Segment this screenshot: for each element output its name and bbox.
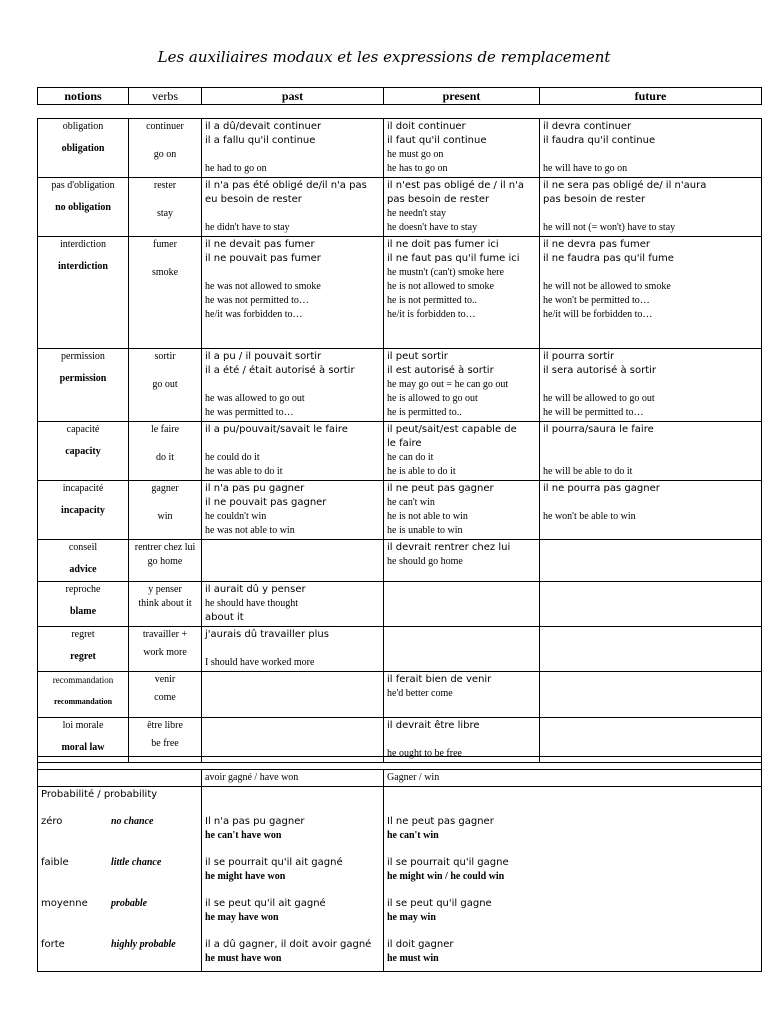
cell-line: il ne doit pas fumer ici: [387, 239, 499, 250]
probability-row: [38, 926, 762, 967]
notion-cell: [38, 349, 129, 422]
notion-en: moral law: [61, 742, 105, 753]
notion-fr: reproche: [65, 584, 101, 595]
cell-line: il doit continuer: [387, 121, 466, 132]
cell-line: [205, 207, 380, 221]
cell-line: il ne pouvait pas fumer: [205, 253, 321, 264]
prob-bottom: [202, 967, 384, 972]
cell-line: he must win: [387, 953, 439, 964]
probability-past-cell: [202, 803, 384, 844]
notion-fr: obligation: [62, 121, 104, 132]
cell-line: he can't win: [387, 830, 439, 841]
cell-line: about it: [205, 612, 244, 623]
cell-line: he has to go on: [387, 163, 448, 174]
cell-line: he/it will be forbidden to…: [543, 309, 653, 320]
cell-line: il faudra qu'il continue: [543, 135, 656, 146]
present-cell: [384, 237, 540, 349]
level-en: highly probable: [111, 939, 176, 950]
cell-line: il se peut qu'il ait gagné: [205, 898, 326, 909]
probability-row: [38, 844, 762, 885]
cell-line: he/it was forbidden to…: [205, 309, 303, 320]
cell-line: [205, 148, 380, 162]
past-cell: [202, 349, 384, 422]
cell-line: [205, 437, 380, 451]
cell-line: il peut sortir: [387, 351, 448, 362]
cell-line: il pourra/saura le faire: [543, 424, 654, 435]
future-cell: [540, 481, 762, 540]
cell-line: [543, 437, 758, 451]
notion-fr: capacité: [66, 424, 100, 435]
cell-line: il a été / était autorisé à sortir: [205, 365, 355, 376]
probability-past-cell: [202, 885, 384, 926]
future-cell: [540, 672, 762, 718]
verb-fr: rentrer chez lui: [134, 542, 196, 553]
cell-line: he mustn't (can't) smoke here: [387, 267, 504, 278]
notion-en: capacity: [65, 446, 101, 457]
cell-line: [543, 148, 758, 162]
notion-en: blame: [69, 606, 97, 617]
notion-en: regret: [70, 651, 96, 662]
cell-line: he may go out = he can go out: [387, 379, 509, 390]
cell-line: il se pourrait qu'il gagne: [387, 857, 509, 868]
table-row: [38, 582, 762, 627]
prob-empty: [384, 787, 762, 804]
cell-line: he is not able to win: [387, 511, 468, 522]
cell-line: [543, 496, 758, 510]
cell-line: he will be allowed to go out: [543, 393, 655, 404]
prob-header-present: Gagner / win: [384, 770, 762, 787]
cell-line: [205, 266, 380, 280]
cell-line: il ne pouvait pas gagner: [205, 497, 327, 508]
notion-cell: [38, 178, 129, 237]
prob-header-past: avoir gagné / have won: [202, 770, 384, 787]
probability-past-cell: [202, 844, 384, 885]
cell-line: he will have to go on: [543, 163, 628, 174]
present-cell: [384, 422, 540, 481]
cell-line: [205, 642, 380, 656]
table-row: [38, 237, 762, 349]
probability-level: [38, 885, 202, 926]
notion-cell: [38, 582, 129, 627]
verb-fr: travailler +: [142, 629, 188, 640]
verb-cell: [129, 627, 202, 672]
probability-level: [38, 803, 202, 844]
cell-line: il se peut qu'il gagne: [387, 898, 492, 909]
notion-fr: permission: [61, 351, 105, 362]
present-cell: [384, 481, 540, 540]
verb-en: smoke: [151, 267, 179, 278]
cell-line: il n'a pas pu gagner: [205, 483, 305, 494]
verb-en: think about it: [138, 598, 192, 609]
verb-fr: gagner: [151, 483, 179, 494]
notion-en: interdiction: [58, 261, 108, 272]
cell-line: il aurait dû y penser: [205, 584, 306, 595]
notion-en: obligation: [61, 143, 105, 154]
cell-line: [543, 207, 758, 221]
cell-line: il ne faut pas qu'il fume ici: [387, 253, 520, 264]
notion-fr: interdiction: [59, 239, 107, 250]
cell-line: he might have won: [205, 871, 286, 882]
cell-line: [543, 378, 758, 392]
cell-line: il ferait bien de venir: [387, 674, 492, 685]
level-fr: forte: [41, 939, 65, 950]
probability-present-cell: [384, 885, 762, 926]
cell-line: pas besoin de rester: [543, 194, 646, 205]
verb-en: come: [154, 692, 176, 703]
cell-line: il doit gagner: [387, 939, 454, 950]
notion-cell: [38, 237, 129, 349]
cell-line: il est autorisé à sortir: [387, 365, 494, 376]
probability-level: [38, 844, 202, 885]
cell-line: il devra continuer: [543, 121, 632, 132]
verb-en: go on: [153, 149, 177, 160]
table-row: [38, 627, 762, 672]
cell-line: [543, 266, 758, 280]
future-cell: [540, 627, 762, 672]
verb-fr: sortir: [154, 351, 176, 362]
cell-line: Il n'a pas pu gagner: [205, 816, 305, 827]
past-cell: [202, 627, 384, 672]
notion-cell: [38, 672, 129, 718]
cell-line: he is unable to win: [387, 525, 463, 536]
notion-cell: [38, 119, 129, 178]
cell-line: he was able to do it: [205, 466, 283, 477]
cell-line: he was not able to win: [205, 525, 295, 536]
cell-line: he could do it: [205, 452, 260, 463]
table-row: [38, 481, 762, 540]
notion-fr: conseil: [68, 542, 98, 553]
cell-line: he was permitted to…: [205, 407, 294, 418]
cell-line: il peut/sait/est capable de: [387, 424, 517, 435]
notion-cell: [38, 627, 129, 672]
level-en: no chance: [111, 816, 154, 827]
cell-line: he is not allowed to smoke: [387, 281, 494, 292]
table-row: [38, 119, 762, 178]
notion-fr: regret: [71, 629, 95, 640]
present-cell: [384, 672, 540, 718]
future-cell: [540, 582, 762, 627]
verb-cell: [129, 422, 202, 481]
cell-line: he can't win: [387, 497, 435, 508]
header-notions: notions: [38, 88, 129, 105]
prob-bottom: [384, 967, 762, 972]
header-past: past: [202, 88, 384, 105]
cell-line: he is allowed to go out: [387, 393, 478, 404]
prob-empty: [202, 787, 384, 804]
future-cell: [540, 178, 762, 237]
header-future: future: [540, 88, 762, 105]
cell-line: eu besoin de rester: [205, 194, 302, 205]
verb-fr: rester: [153, 180, 177, 191]
verb-cell: [129, 540, 202, 582]
cell-line: il a dû gagner, il doit avoir gagné: [205, 939, 372, 950]
level-fr: faible: [41, 857, 69, 868]
cell-line: il n'a pas été obligé de/il n'a pas: [205, 180, 367, 191]
present-cell: [384, 178, 540, 237]
table-row: [38, 178, 762, 237]
cell-line: he must have won: [205, 953, 282, 964]
cell-line: he might win / he could win: [387, 871, 505, 882]
notion-en: permission: [59, 373, 107, 384]
verb-fr: continuer: [146, 121, 184, 132]
past-cell: [202, 672, 384, 718]
notion-fr: recommandation: [52, 675, 114, 685]
header-table: [37, 87, 762, 105]
cell-line: he was not permitted to…: [205, 295, 309, 306]
cell-line: he should go home: [387, 556, 463, 567]
cell-line: he can't have won: [205, 830, 282, 841]
cell-line: il ne sera pas obligé de/ il n'aura: [543, 180, 707, 191]
cell-line: he ought to be free: [387, 748, 462, 759]
cell-line: [387, 733, 536, 747]
verb-cell: [129, 178, 202, 237]
table-row: [38, 672, 762, 718]
notion-fr: pas d'obligation: [51, 180, 115, 191]
cell-line: he won't be permitted to…: [543, 295, 650, 306]
cell-line: il a pu/pouvait/savait le faire: [205, 424, 348, 435]
probability-table: [37, 756, 762, 972]
notion-cell: [38, 540, 129, 582]
probability-row: [38, 885, 762, 926]
cell-line: he will be permitted to…: [543, 407, 644, 418]
cell-line: il devrait rentrer chez lui: [387, 542, 511, 553]
cell-line: il a pu / il pouvait sortir: [205, 351, 322, 362]
past-cell: [202, 178, 384, 237]
present-cell: [384, 540, 540, 582]
past-cell: [202, 540, 384, 582]
probability-present-cell: [384, 926, 762, 967]
notion-fr: loi morale: [62, 720, 104, 731]
level-fr: zéro: [41, 816, 63, 827]
cell-line: [205, 378, 380, 392]
future-cell: [540, 349, 762, 422]
cell-line: he/it is forbidden to…: [387, 309, 476, 320]
cell-line: he was not allowed to smoke: [205, 281, 321, 292]
cell-line: he must go on: [387, 149, 444, 160]
future-cell: [540, 540, 762, 582]
cell-line: he is permitted to..: [387, 407, 462, 418]
cell-line: il a dû/devait continuer: [205, 121, 322, 132]
present-cell: [384, 349, 540, 422]
probability-past-cell: [202, 926, 384, 967]
verb-fr: le faire: [150, 424, 180, 435]
cell-line: il devrait être libre: [387, 720, 480, 731]
verb-fr: fumer: [153, 239, 177, 250]
verb-cell: [129, 237, 202, 349]
cell-line: il ne devra pas fumer: [543, 239, 650, 250]
cell-line: he couldn't win: [205, 511, 267, 522]
future-cell: [540, 237, 762, 349]
cell-line: he is able to do it: [387, 466, 456, 477]
cell-line: il se pourrait qu'il ait gagné: [205, 857, 343, 868]
table-row: [38, 540, 762, 582]
verb-fr: y penser: [148, 584, 182, 595]
notion-en: no obligation: [55, 202, 111, 213]
notion-en: recommandation: [53, 697, 113, 706]
cell-line: he was allowed to go out: [205, 393, 305, 404]
verb-en: work more: [143, 647, 187, 658]
cell-line: il n'est pas obligé de / il n'a: [387, 180, 525, 191]
verb-en: do it: [155, 452, 175, 463]
cell-line: I should have worked more: [205, 657, 315, 668]
probability-present-cell: [384, 844, 762, 885]
future-cell: [540, 422, 762, 481]
present-cell: [384, 627, 540, 672]
cell-line: he may win: [387, 912, 436, 923]
past-cell: [202, 481, 384, 540]
cell-line: he can do it: [387, 452, 434, 463]
verb-cell: [129, 672, 202, 718]
cell-line: il faut qu'il continue: [387, 135, 487, 146]
probability-title: Probabilité / probability: [38, 787, 202, 804]
verb-fr: venir: [154, 674, 176, 685]
notion-fr: incapacité: [62, 483, 104, 494]
present-cell: [384, 119, 540, 178]
table-row: [38, 349, 762, 422]
spacer-row: [38, 757, 762, 770]
modals-table: [37, 118, 762, 763]
prob-bottom: [38, 967, 202, 972]
notion-en: incapacity: [61, 505, 105, 516]
cell-line: he will be able to do it: [543, 466, 633, 477]
cell-line: j'aurais dû travailler plus: [205, 629, 329, 640]
level-en: little chance: [111, 857, 162, 868]
present-cell: [384, 582, 540, 627]
cell-line: he'd better come: [387, 688, 453, 699]
probability-present-cell: [384, 803, 762, 844]
prob-header-empty: [38, 770, 202, 787]
future-cell: [540, 119, 762, 178]
cell-line: he won't be able to win: [543, 511, 636, 522]
verb-en: stay: [156, 208, 174, 219]
cell-line: he will not be allowed to smoke: [543, 281, 671, 292]
verb-en: win: [157, 511, 173, 522]
past-cell: [202, 422, 384, 481]
cell-line: il ne pourra pas gagner: [543, 483, 660, 494]
notion-cell: [38, 481, 129, 540]
cell-line: he didn't have to stay: [205, 222, 290, 233]
header-verbs: verbs: [129, 88, 202, 105]
verb-fr: être libre: [147, 720, 183, 731]
verb-en: go home: [147, 556, 183, 567]
table-row: [38, 422, 762, 481]
cell-line: he had to go on: [205, 163, 267, 174]
cell-line: il pourra sortir: [543, 351, 615, 362]
cell-line: he needn't stay: [387, 208, 447, 219]
cell-line: Il ne peut pas gagner: [387, 816, 494, 827]
cell-line: [543, 451, 758, 465]
verb-cell: [129, 119, 202, 178]
past-cell: [202, 582, 384, 627]
cell-line: il a fallu qu'il continue: [205, 135, 316, 146]
probability-level: [38, 926, 202, 967]
past-cell: [202, 119, 384, 178]
cell-line: he doesn't have to stay: [387, 222, 478, 233]
verb-cell: [129, 349, 202, 422]
cell-line: he will not (= won't) have to stay: [543, 222, 676, 233]
verb-en: go out: [152, 379, 178, 390]
cell-line: he may have won: [205, 912, 279, 923]
verb-cell: [129, 582, 202, 627]
cell-line: pas besoin de rester: [387, 194, 490, 205]
level-fr: moyenne: [41, 898, 88, 909]
cell-line: he should have thought: [205, 598, 299, 609]
verb-en: be free: [151, 738, 179, 749]
cell-line: il sera autorisé à sortir: [543, 365, 657, 376]
notion-en: advice: [69, 564, 97, 575]
cell-line: il ne faudra pas qu'il fume: [543, 253, 674, 264]
cell-line: il ne devait pas fumer: [205, 239, 315, 250]
header-present: present: [384, 88, 540, 105]
cell-line: il ne peut pas gagner: [387, 483, 494, 494]
notion-cell: [38, 422, 129, 481]
page-title: Les auxiliaires modaux et les expressions de remplacement: [157, 48, 611, 66]
cell-line: le faire: [387, 438, 422, 449]
verb-cell: [129, 481, 202, 540]
cell-line: he is not permitted to..: [387, 295, 477, 306]
level-en: probable: [111, 898, 148, 909]
past-cell: [202, 237, 384, 349]
probability-row: [38, 803, 762, 844]
